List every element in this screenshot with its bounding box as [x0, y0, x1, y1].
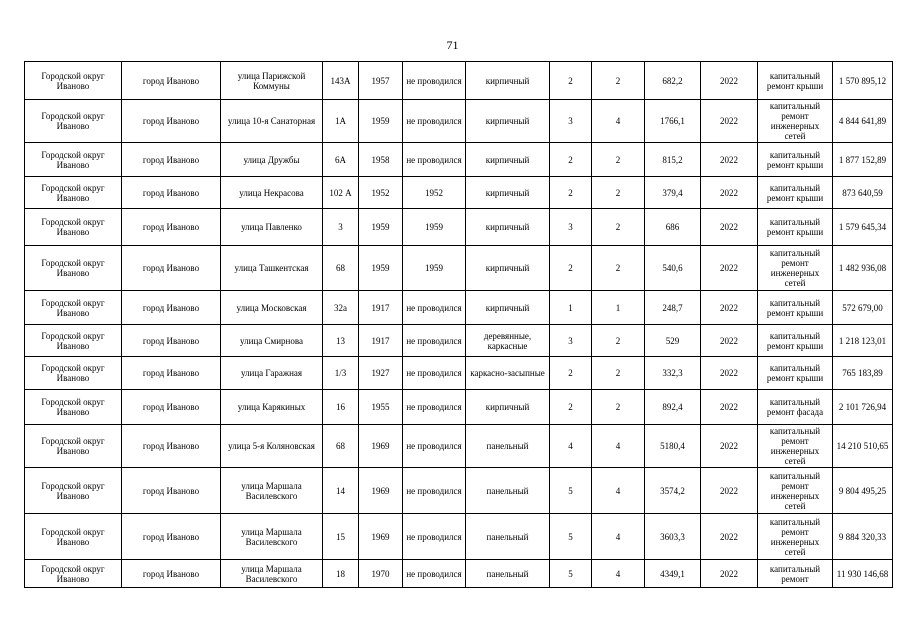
cell-work: капитальный ремонт крыши — [758, 357, 833, 390]
page-number: 71 — [446, 38, 459, 52]
cell-okrug: Городской округ Иваново — [25, 100, 122, 143]
cell-entrances: 2 — [592, 177, 645, 209]
cell-house: 15 — [323, 514, 359, 560]
table-row — [25, 514, 893, 560]
cell-material: кирпичный — [466, 390, 550, 425]
table-row — [25, 100, 893, 143]
cell-okrug: Городской округ Иваново — [25, 390, 122, 425]
cell-material: панельный — [466, 514, 550, 560]
table-row — [25, 209, 893, 246]
cell-area: 248,7 — [645, 291, 701, 325]
cell-cost: 2 101 726,94 — [833, 390, 893, 425]
table-row — [25, 143, 893, 177]
cell-floors: 3 — [550, 209, 592, 246]
cell-privat: не проводился — [403, 468, 466, 514]
cell-entrances: 2 — [592, 143, 645, 177]
cell-house: 143А — [323, 62, 359, 100]
cell-year: 1952 — [359, 177, 403, 209]
cell-privat: не проводился — [403, 560, 466, 588]
cell-year: 1969 — [359, 425, 403, 468]
cell-plan-year: 2022 — [701, 209, 758, 246]
cell-material: каркасно-засыпные — [466, 357, 550, 390]
cell-privat: не проводился — [403, 357, 466, 390]
cell-gorod: город Иваново — [122, 100, 221, 143]
cell-street: улица 10-я Санаторная — [221, 100, 323, 143]
cell-year: 1970 — [359, 560, 403, 588]
cell-plan-year: 2022 — [701, 177, 758, 209]
cell-house: 3 — [323, 209, 359, 246]
cell-street: улица Карякиных — [221, 390, 323, 425]
cell-okrug: Городской округ Иваново — [25, 246, 122, 291]
cell-entrances: 1 — [592, 291, 645, 325]
cell-cost: 572 679,00 — [833, 291, 893, 325]
cell-okrug: Городской округ Иваново — [25, 560, 122, 588]
cell-work: капитальный ремонт крыши — [758, 325, 833, 357]
cell-area: 529 — [645, 325, 701, 357]
cell-entrances: 4 — [592, 468, 645, 514]
cell-year: 1958 — [359, 143, 403, 177]
cell-gorod: город Иваново — [122, 325, 221, 357]
cell-plan-year: 2022 — [701, 390, 758, 425]
table-body — [25, 62, 893, 588]
cell-privat: 1952 — [403, 177, 466, 209]
cell-floors: 2 — [550, 62, 592, 100]
cell-plan-year: 2022 — [701, 143, 758, 177]
cell-street: улица Маршала Василевского — [221, 560, 323, 588]
cell-privat: не проводился — [403, 425, 466, 468]
table-row — [25, 62, 893, 100]
cell-material: панельный — [466, 425, 550, 468]
cell-privat: не проводился — [403, 390, 466, 425]
cell-gorod: город Иваново — [122, 177, 221, 209]
cell-house: 68 — [323, 246, 359, 291]
cell-entrances: 2 — [592, 62, 645, 100]
cell-cost: 1 877 152,89 — [833, 143, 893, 177]
cell-street: улица Московская — [221, 291, 323, 325]
cell-material: кирпичный — [466, 100, 550, 143]
cell-privat: не проводился — [403, 514, 466, 560]
cell-year: 1969 — [359, 514, 403, 560]
cell-house: 18 — [323, 560, 359, 588]
table-row — [25, 390, 893, 425]
cell-material: кирпичный — [466, 209, 550, 246]
cell-privat: 1959 — [403, 246, 466, 291]
cell-gorod: город Иваново — [122, 560, 221, 588]
cell-year: 1969 — [359, 468, 403, 514]
cell-house: 68 — [323, 425, 359, 468]
cell-work: капитальный ремонт крыши — [758, 143, 833, 177]
cell-plan-year: 2022 — [701, 560, 758, 588]
cell-cost: 4 844 641,89 — [833, 100, 893, 143]
cell-floors: 3 — [550, 100, 592, 143]
cell-street: улица Ташкентская — [221, 246, 323, 291]
cell-plan-year: 2022 — [701, 514, 758, 560]
cell-work: капитальный ремонт крыши — [758, 62, 833, 100]
cell-material: кирпичный — [466, 177, 550, 209]
cell-gorod: город Иваново — [122, 143, 221, 177]
cell-entrances: 4 — [592, 425, 645, 468]
cell-okrug: Городской округ Иваново — [25, 325, 122, 357]
cell-entrances: 4 — [592, 560, 645, 588]
cell-plan-year: 2022 — [701, 325, 758, 357]
cell-floors: 2 — [550, 246, 592, 291]
cell-okrug: Городской округ Иваново — [25, 357, 122, 390]
cell-okrug: Городской округ Иваново — [25, 209, 122, 246]
cell-gorod: город Иваново — [122, 425, 221, 468]
cell-house: 1А — [323, 100, 359, 143]
cell-privat: не проводился — [403, 100, 466, 143]
cell-material: панельный — [466, 560, 550, 588]
cell-floors: 4 — [550, 425, 592, 468]
cell-material: панельный — [466, 468, 550, 514]
cell-okrug: Городской округ Иваново — [25, 291, 122, 325]
cell-okrug: Городской округ Иваново — [25, 62, 122, 100]
cell-gorod: город Иваново — [122, 291, 221, 325]
cell-floors: 2 — [550, 357, 592, 390]
cell-privat: не проводился — [403, 325, 466, 357]
cell-material: кирпичный — [466, 143, 550, 177]
cell-house: 32а — [323, 291, 359, 325]
cell-gorod: город Иваново — [122, 514, 221, 560]
cell-floors: 3 — [550, 325, 592, 357]
cell-floors: 5 — [550, 560, 592, 588]
cell-area: 682,2 — [645, 62, 701, 100]
cell-cost: 14 210 510,65 — [833, 425, 893, 468]
table-row — [25, 325, 893, 357]
registry-table — [24, 61, 893, 588]
cell-street: улица Дружбы — [221, 143, 323, 177]
cell-area: 379,4 — [645, 177, 701, 209]
cell-street: улица Некрасова — [221, 177, 323, 209]
cell-house: 1/3 — [323, 357, 359, 390]
cell-floors: 2 — [550, 143, 592, 177]
cell-cost: 9 804 495,25 — [833, 468, 893, 514]
cell-year: 1959 — [359, 100, 403, 143]
table-row — [25, 291, 893, 325]
cell-work: капитальный ремонт крыши — [758, 291, 833, 325]
cell-entrances: 4 — [592, 100, 645, 143]
cell-area: 686 — [645, 209, 701, 246]
cell-work: капитальный ремонт инженерных сетей — [758, 468, 833, 514]
cell-cost: 765 183,89 — [833, 357, 893, 390]
cell-area: 3603,3 — [645, 514, 701, 560]
cell-street: улица Павленко — [221, 209, 323, 246]
cell-house: 13 — [323, 325, 359, 357]
cell-cost: 1 570 895,12 — [833, 62, 893, 100]
cell-privat: 1959 — [403, 209, 466, 246]
cell-house: 102 А — [323, 177, 359, 209]
table-row — [25, 425, 893, 468]
cell-plan-year: 2022 — [701, 246, 758, 291]
table-row — [25, 246, 893, 291]
cell-floors: 5 — [550, 514, 592, 560]
cell-cost: 873 640,59 — [833, 177, 893, 209]
cell-work: капитальный ремонт крыши — [758, 177, 833, 209]
cell-cost: 11 930 146,68 — [833, 560, 893, 588]
cell-cost: 9 884 320,33 — [833, 514, 893, 560]
cell-area: 815,2 — [645, 143, 701, 177]
cell-year: 1927 — [359, 357, 403, 390]
cell-gorod: город Иваново — [122, 357, 221, 390]
cell-okrug: Городской округ Иваново — [25, 425, 122, 468]
cell-gorod: город Иваново — [122, 209, 221, 246]
cell-area: 4349,1 — [645, 560, 701, 588]
cell-plan-year: 2022 — [701, 468, 758, 514]
cell-area: 892,4 — [645, 390, 701, 425]
cell-okrug: Городской округ Иваново — [25, 177, 122, 209]
cell-house: 16 — [323, 390, 359, 425]
cell-privat: не проводился — [403, 62, 466, 100]
cell-area: 540,6 — [645, 246, 701, 291]
cell-area: 3574,2 — [645, 468, 701, 514]
cell-area: 1766,1 — [645, 100, 701, 143]
cell-work: капитальный ремонт инженерных сетей — [758, 246, 833, 291]
cell-work: капитальный ремонт инженерных сетей — [758, 514, 833, 560]
cell-work: капитальный ремонт инженерных сетей — [758, 100, 833, 143]
cell-material: кирпичный — [466, 291, 550, 325]
cell-house: 14 — [323, 468, 359, 514]
cell-gorod: город Иваново — [122, 468, 221, 514]
cell-work: капитальный ремонт крыши — [758, 209, 833, 246]
cell-material: кирпичный — [466, 246, 550, 291]
cell-year: 1917 — [359, 325, 403, 357]
cell-floors: 2 — [550, 390, 592, 425]
cell-privat: не проводился — [403, 143, 466, 177]
cell-work: капитальный ремонт инженерных сетей — [758, 425, 833, 468]
cell-floors: 5 — [550, 468, 592, 514]
cell-work: капитальный ремонт — [758, 560, 833, 588]
cell-gorod: город Иваново — [122, 246, 221, 291]
cell-year: 1917 — [359, 291, 403, 325]
cell-gorod: город Иваново — [122, 390, 221, 425]
cell-year: 1959 — [359, 246, 403, 291]
cell-year: 1959 — [359, 209, 403, 246]
cell-entrances: 2 — [592, 357, 645, 390]
cell-privat: не проводился — [403, 291, 466, 325]
cell-street: улица Маршала Василевского — [221, 468, 323, 514]
cell-street: улица 5-я Коляновская — [221, 425, 323, 468]
cell-plan-year: 2022 — [701, 425, 758, 468]
cell-cost: 1 482 936,08 — [833, 246, 893, 291]
cell-street: улица Парижской Коммуны — [221, 62, 323, 100]
cell-floors: 1 — [550, 291, 592, 325]
cell-entrances: 2 — [592, 246, 645, 291]
cell-year: 1955 — [359, 390, 403, 425]
cell-street: улица Гаражная — [221, 357, 323, 390]
cell-year: 1957 — [359, 62, 403, 100]
cell-plan-year: 2022 — [701, 357, 758, 390]
cell-area: 332,3 — [645, 357, 701, 390]
cell-cost: 1 579 645,34 — [833, 209, 893, 246]
cell-street: улица Маршала Василевского — [221, 514, 323, 560]
cell-material: деревянные, каркасные — [466, 325, 550, 357]
cell-plan-year: 2022 — [701, 291, 758, 325]
cell-okrug: Городской округ Иваново — [25, 468, 122, 514]
cell-street: улица Смирнова — [221, 325, 323, 357]
cell-okrug: Городской округ Иваново — [25, 143, 122, 177]
table-row — [25, 357, 893, 390]
table-row — [25, 560, 893, 588]
cell-plan-year: 2022 — [701, 62, 758, 100]
cell-floors: 2 — [550, 177, 592, 209]
cell-work: капитальный ремонт фасада — [758, 390, 833, 425]
cell-entrances: 2 — [592, 390, 645, 425]
cell-cost: 1 218 123,01 — [833, 325, 893, 357]
cell-plan-year: 2022 — [701, 100, 758, 143]
table-row — [25, 468, 893, 514]
cell-gorod: город Иваново — [122, 62, 221, 100]
cell-entrances: 4 — [592, 514, 645, 560]
table-row — [25, 177, 893, 209]
cell-house: 6А — [323, 143, 359, 177]
cell-okrug: Городской округ Иваново — [25, 514, 122, 560]
cell-area: 5180,4 — [645, 425, 701, 468]
cell-entrances: 2 — [592, 325, 645, 357]
cell-material: кирпичный — [466, 62, 550, 100]
cell-entrances: 2 — [592, 209, 645, 246]
